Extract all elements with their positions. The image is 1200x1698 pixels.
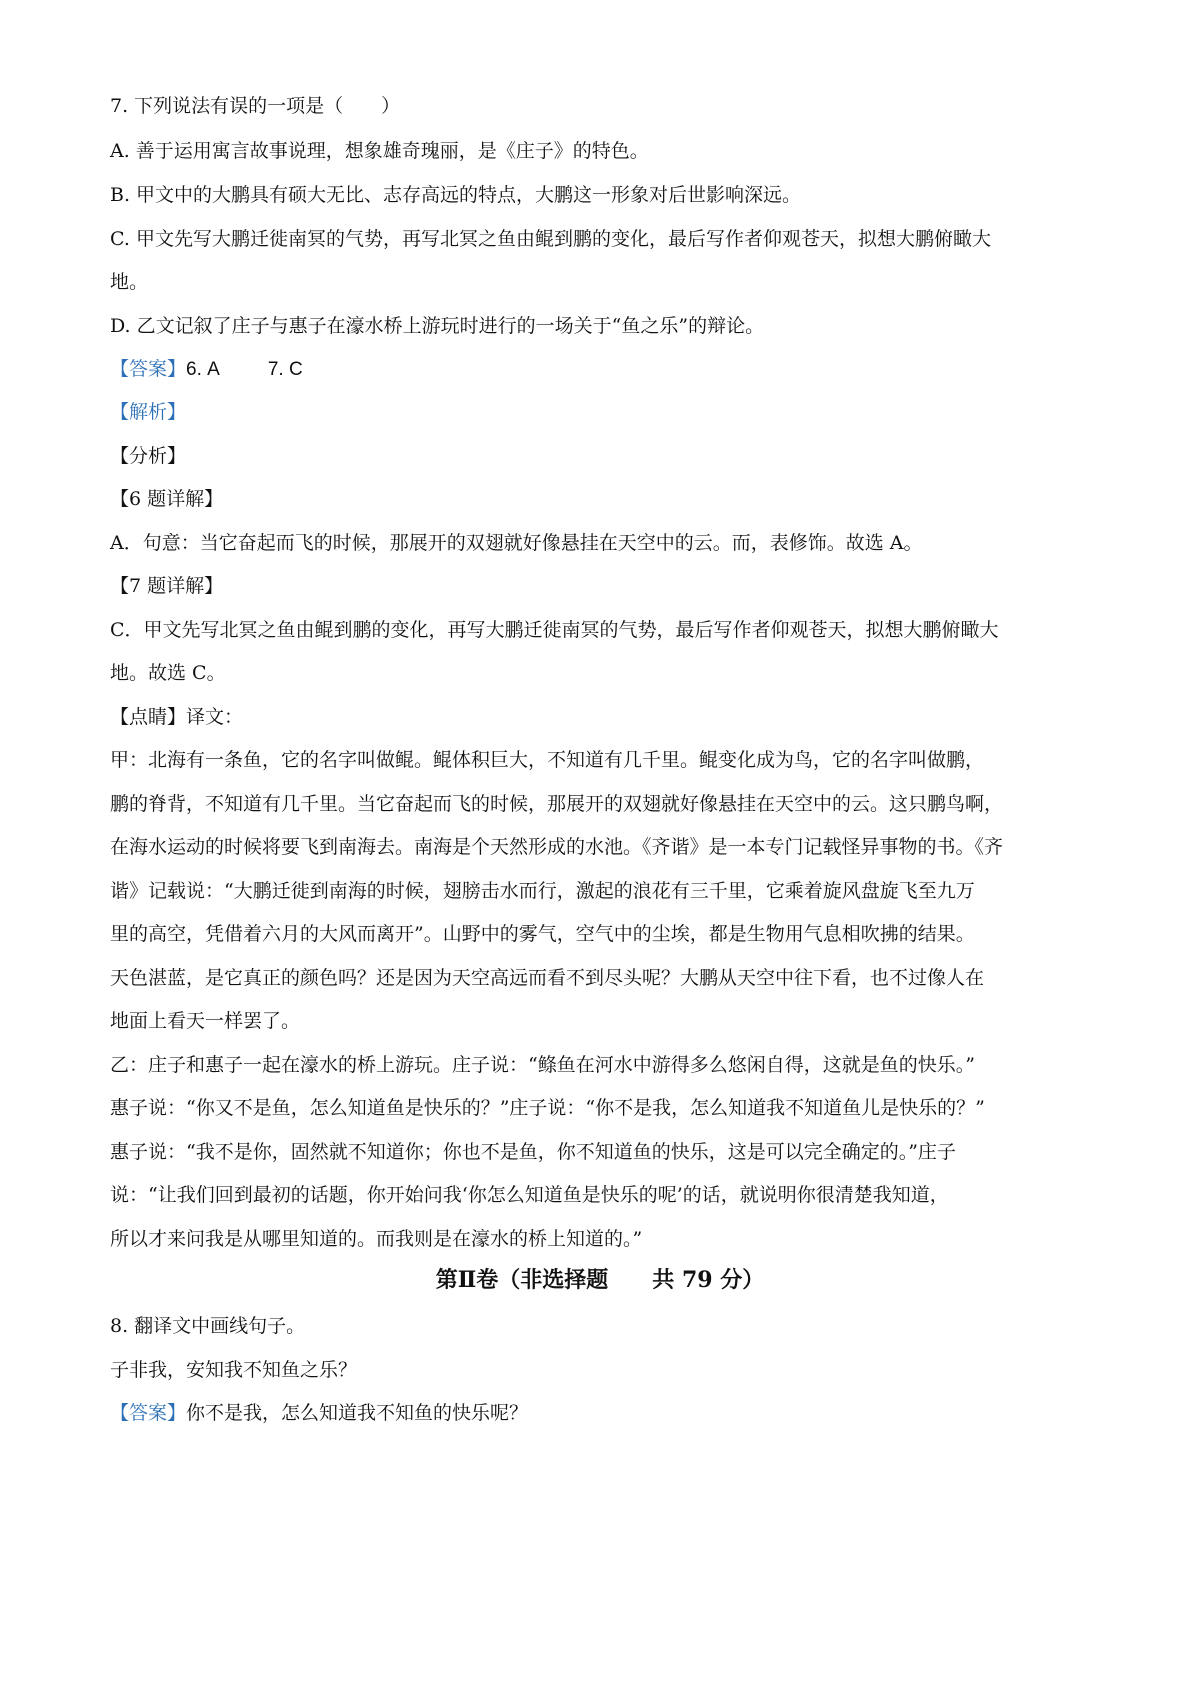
- detail-7-line1: C．甲文先写北冥之鱼由鲲到鹏的变化，再写大鹏迁徙南冥的气势，最后写作者仰观苍天，拟想大鹏俯瞰大: [110, 619, 999, 641]
- translation-yi-line: 惠子说：“我不是你，固然就不知道你；你也不是鱼，你不知道鱼的快乐，这是可以完全确定的。”庄子: [110, 1141, 956, 1163]
- section-2-title: 第Ⅱ卷（非选择题 共 79 分）: [435, 1267, 765, 1293]
- translation-jia-line: 天色湛蓝，是它真正的颜色吗？还是因为天空高远而看不到尽头呢？大鹏从天空中往下看，也不过像人在: [110, 967, 985, 989]
- question-7-option-a: A. 善于运用寓言故事说理，想象雄奇瑰丽，是《庄子》的特色。: [110, 140, 649, 162]
- answer-6-value: 6. A: [186, 359, 220, 380]
- question-8-stem: 8. 翻译文中画线句子。: [110, 1315, 306, 1337]
- answer-7-value: 7. C: [267, 359, 303, 380]
- detail-7-tag: 【7 题详解】: [110, 575, 224, 597]
- translation-jia-line: 在海水运动的时候将要飞到南海去。南海是个天然形成的水池。《齐谐》是一本专门记载怪异事物的书。《齐: [110, 836, 1004, 858]
- question-7-option-c-line2: 地。: [110, 271, 149, 293]
- answer-tag: 【答案】: [110, 1402, 187, 1424]
- question-8-answer: [110, 1398, 528, 1428]
- translation-jia-line: 里的高空，凭借着六月的大风而离开”。山野中的雾气，空气中的尘埃，都是生物用气息相吹拂的结果。: [110, 923, 975, 945]
- question-7-option-c-line1: C. 甲文先写大鹏迁徙南冥的气势，再写北冥之鱼由鲲到鹏的变化，最后写作者仰观苍天，拟想大鹏俯瞰大: [110, 228, 991, 250]
- translation-yi-line: 说：“让我们回到最初的话题，你开始问我‘你怎么知道鱼是快乐的呢’的话，就说明你很清楚我知道，: [110, 1184, 949, 1206]
- translation-jia-line: 地面上看天一样罢了。: [110, 1010, 301, 1032]
- translation-jia-line: 甲：北海有一条鱼，它的名字叫做鲲。鲲体积巨大，不知道有几千里。鲲变化成为鸟，它的名字叫做鹏，: [110, 749, 985, 771]
- translation-jia-line: 鹏的脊背，不知道有几千里。当它奋起而飞的时候，那展开的双翅就好像悬挂在天空中的云。这只鹏鸟啊，: [110, 793, 1004, 815]
- question-7-option-d: D. 乙文记叙了庄子与惠子在濠水桥上游玩时进行的一场关于“鱼之乐”的辩论。: [110, 315, 765, 337]
- question-8-answer-text: 你不是我，怎么知道我不知鱼的快乐呢？: [186, 1402, 529, 1424]
- analysis-tag: 【解析】: [110, 401, 187, 423]
- dianjing-tag: 【点睛】译文：: [110, 706, 244, 728]
- translation-yi-line: 乙：庄子和惠子一起在濠水的桥上游玩。庄子说：“鲦鱼在河水中游得多么悠闲自得，这就是鱼的快乐。”: [110, 1054, 975, 1076]
- answer-tag: 【答案】: [110, 358, 187, 380]
- question-7-stem: 7. 下列说法有误的一项是（ ）: [110, 95, 401, 117]
- detail-6-text: A．句意：当它奋起而飞的时候，那展开的双翅就好像悬挂在天空中的云。而，表修饰。故选 A。: [110, 532, 923, 554]
- translation-yi-line: 惠子说：“你又不是鱼，怎么知道鱼是快乐的？”庄子说：“你不是我，怎么知道我不知道鱼儿是快乐的？”: [110, 1097, 985, 1119]
- translation-yi-line: 所以才来问我是从哪里知道的。而我则是在濠水的桥上知道的。”: [110, 1228, 643, 1250]
- question-7-option-b: B. 甲文中的大鹏具有硕大无比、志存高远的特点，大鹏这一形象对后世影响深远。: [110, 184, 802, 206]
- question-8-sentence: 子非我，安知我不知鱼之乐？: [110, 1359, 358, 1381]
- detail-7-line2: 地。故选 C。: [110, 662, 226, 684]
- answer-line-6-7: [110, 354, 303, 385]
- detail-6-tag: 【6 题详解】: [110, 488, 224, 510]
- translation-jia-line: 谐》记载说：“大鹏迁徙到南海的时候，翅膀击水而行，激起的浪花有三千里，它乘着旋风盘旋飞至九万: [110, 880, 975, 902]
- fenxi-tag: 【分析】: [110, 445, 187, 467]
